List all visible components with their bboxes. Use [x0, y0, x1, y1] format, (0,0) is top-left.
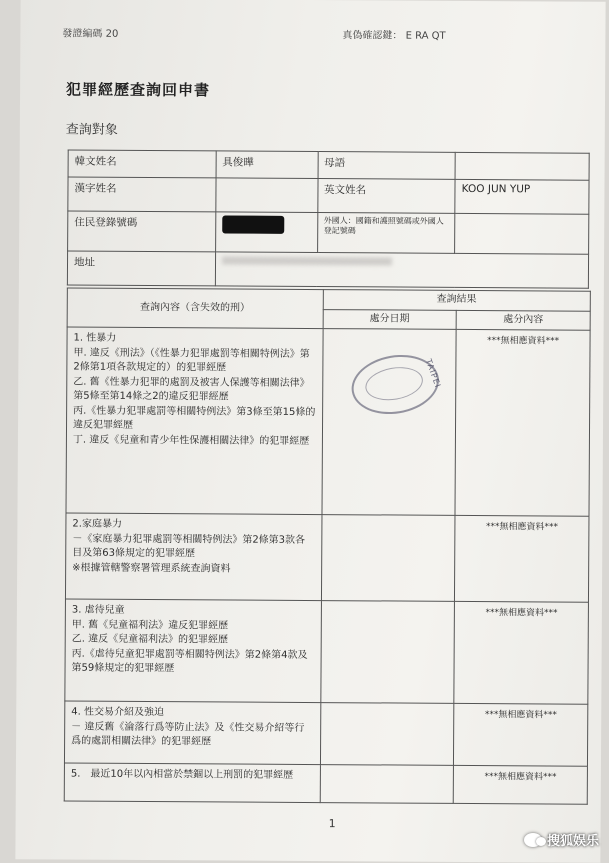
watermark-text: 搜狐娱乐 [546, 834, 599, 849]
date-cell-5 [320, 765, 454, 804]
result-cell-1: ***無相應資料*** [455, 329, 590, 516]
subject-info-table [67, 150, 590, 289]
query-item-3: 3. 虐待兒童 甲. 舊《兒童福利法》違反犯罪經歷 乙. 違反《兒童福利法》的犯罪經歷 丙.《虐待兒童犯罪處罰等相關特例法》第2條第4款及第59條規定的犯罪經歷 [65, 599, 321, 703]
foreigner-note: 外國人：國籍和護照號碼或外國人登記號碼 [317, 213, 455, 254]
query-item-1: 1. 性暴力 甲. 違反《刑法》（《性暴力犯罪處罰等相關特例法》第2條第1項各款規定的）的犯罪經歷 乙. 舊《性暴力犯罪的處罰及被害人保護等相關法律》第5條至第14條之2的違反犯罪經歷 丙.《性暴力犯罪處罰等相關特例法》第3條至第15條的違反犯罪經歷 丁. 違反《兒童和青少年性保護相關法律》的犯罪經歷 [66, 327, 323, 515]
date-cell-2 [321, 515, 455, 602]
disposition-content-header: 處分內容 [456, 310, 590, 330]
document-title: 犯罪經歷查詢回申書 [66, 80, 211, 100]
address-value [215, 252, 589, 288]
rrn-label: 住民登錄號碼 [68, 211, 216, 252]
hanja-name-value [215, 178, 317, 213]
date-cell-4 [320, 703, 454, 766]
result-cell-4: ***無相應資料*** [454, 703, 588, 766]
query-content-header: 查詢內容（含失效的刑） [67, 288, 323, 329]
page-number: 1 [328, 817, 336, 831]
address-label: 地址 [67, 251, 215, 286]
korean-name-value: 具俊曄 [216, 151, 318, 179]
disposition-date-header: 處分日期 [323, 309, 457, 329]
query-subject-label: 查詢對象 [65, 122, 118, 138]
hanja-name-label: 漢字姓名 [68, 177, 216, 212]
foreigner-value [455, 213, 589, 254]
native-language-label: 母語 [318, 152, 456, 180]
native-language-value [455, 152, 589, 180]
query-results-table [64, 288, 591, 805]
query-item-5: 5. 最近10年以內相當於禁錮以上刑罰的犯罪經歷 [64, 763, 320, 803]
address-blur [222, 256, 392, 265]
query-result-header: 查詢結果 [323, 290, 591, 311]
rrn-value [215, 212, 317, 253]
wechat-icon [524, 833, 542, 847]
date-cell-3 [320, 601, 454, 704]
document-page [15, 0, 605, 863]
verification-code: 真偽確認鍵： E RA QT [342, 30, 446, 42]
redaction-block [222, 215, 284, 233]
korean-name-label: 韓文姓名 [68, 150, 216, 178]
result-cell-3: ***無相應資料*** [454, 601, 588, 704]
result-cell-2: ***無相應資料*** [455, 515, 589, 602]
english-name-value: KOO JUN YUP [455, 179, 589, 214]
english-name-label: 英文姓名 [317, 179, 455, 214]
query-item-2: 2.家庭暴力 －《家庭暴力犯罪處罰等相關特例法》第2條第3款各目及第63條規定的犯罪經歷 ※根據管轄警察署管理系統查詢資料 [65, 513, 321, 601]
seal-text: TAIPEI [423, 357, 443, 390]
issue-number: 發證編碼 20 [62, 28, 119, 40]
query-item-4: 4. 性交易介紹及強迫 － 違反舊《淪落行爲等防止法》及《性交易介紹等行爲的處罰相關法律》的犯罪經歷 [64, 701, 320, 765]
seal-inner-ring [363, 363, 426, 404]
result-cell-5: ***無相應資料*** [453, 765, 587, 804]
watermark [524, 830, 599, 849]
